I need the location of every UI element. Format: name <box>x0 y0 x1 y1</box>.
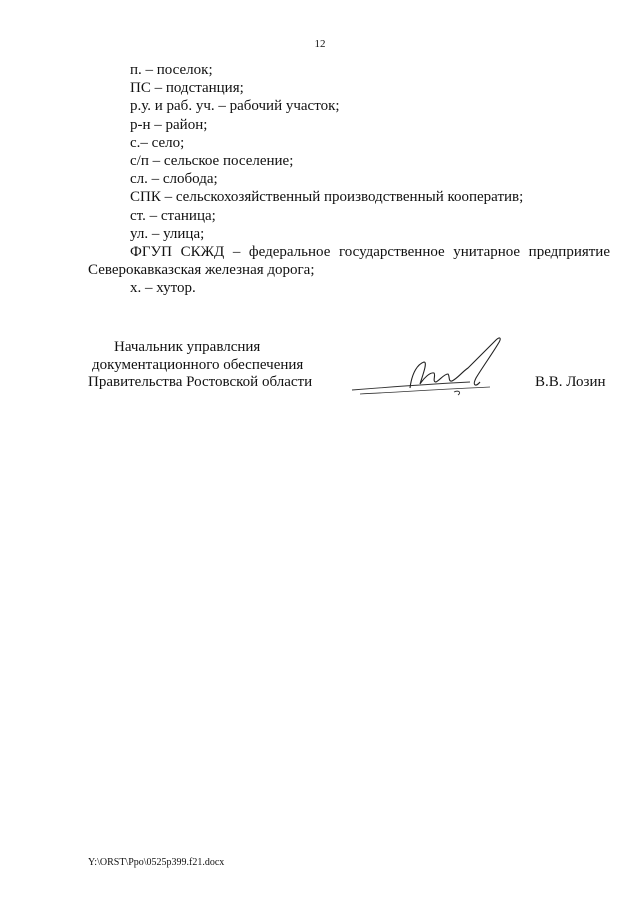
list-item-fgup: ФГУП СКЖД – федеральное государственное унитарное предприятие <box>130 244 610 261</box>
file-path: Y:\ORST\Ppo\0525p399.f21.docx <box>88 857 225 868</box>
list-item: х. – хутор. <box>130 280 196 297</box>
signatory-title <box>88 339 312 392</box>
list-item: с.– село; <box>130 134 185 151</box>
page-number: 12 <box>314 38 326 50</box>
list-item-fgup-continuation: Северокавказская железная дорога; <box>88 262 315 279</box>
list-item: сл. – слобода; <box>130 171 218 188</box>
list-item: ст. – станица; <box>130 207 216 224</box>
list-item: с/п – сельское поселение; <box>130 153 294 170</box>
list-item: р-н – район; <box>130 116 208 133</box>
list-item: СПК – сельскохозяйственный производственный кооператив; <box>130 189 524 206</box>
signatory-name: В.В. Лозин <box>535 374 606 390</box>
abbreviation-list <box>88 61 610 298</box>
signatory-title-line: Начальник управлсния <box>114 339 261 355</box>
list-item: р.у. и раб. уч. – рабочий участок; <box>130 98 340 115</box>
handwritten-signature <box>350 332 530 400</box>
list-item: п. – поселок; <box>130 62 213 78</box>
list-item: ПС – подстанция; <box>130 80 244 97</box>
signatory-title-line: документационного обеспечения <box>92 356 304 373</box>
list-item: ул. – улица; <box>130 225 205 242</box>
signatory-title-line: Правительства Ростовской области <box>88 374 313 390</box>
